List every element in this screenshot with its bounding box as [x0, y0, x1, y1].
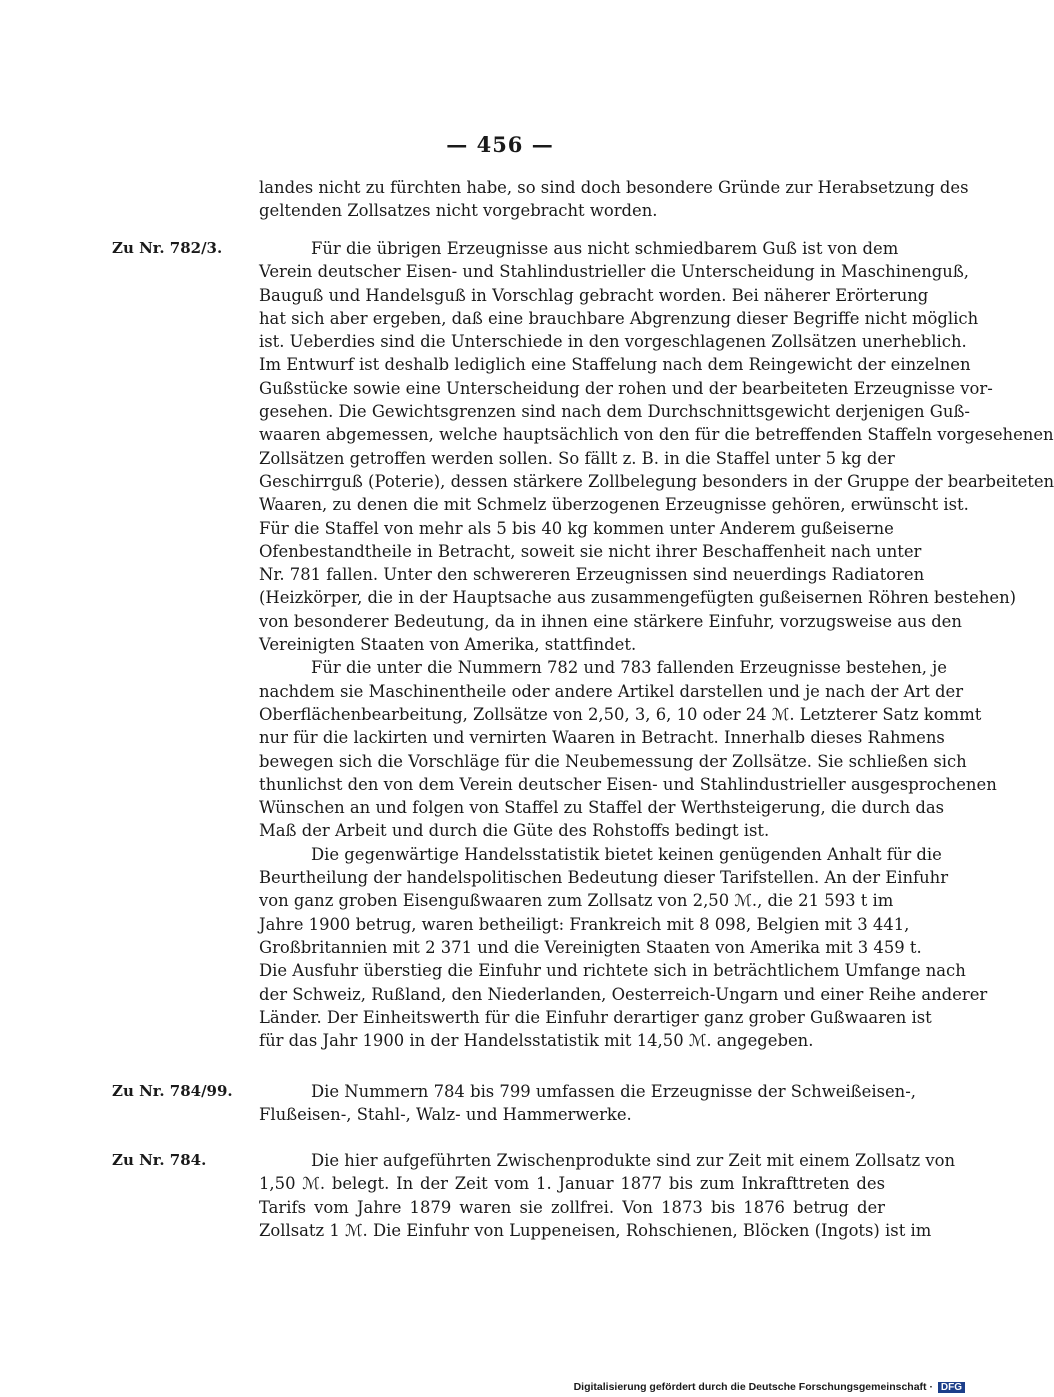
paragraph-lines [259, 176, 969, 223]
paragraph-lines [259, 237, 1054, 1052]
text-line: 1,50 ℳ. belegt. In der Zeit vom 1. Januar 1877 bis zum Inkrafttreten des [259, 1174, 885, 1194]
text-line: hat sich aber ergeben, daß eine brauchbare Abgrenzung dieser Begriffe nicht möglich [259, 308, 979, 328]
text-line: Für die Staffel von mehr als 5 bis 40 kg kommen unter Anderem gußeiserne [259, 518, 894, 538]
text-line: von besonderer Bedeutung, da in ihnen eine stärkere Einfuhr, vorzugsweise aus den [259, 611, 962, 631]
text-line: Ofenbestandtheile in Betracht, soweit sie nicht ihrer Beschaffenheit nach unter [259, 541, 922, 561]
text-line: Oberflächenbearbeitung, Zollsätze von 2,50, 3, 6, 10 oder 24 ℳ. Letzterer Satz kommt [259, 704, 982, 724]
paragraph-lines [259, 1080, 916, 1127]
dfg-logo: DFG [938, 1382, 965, 1393]
text-line: Die Ausfuhr überstieg die Einfuhr und richtete sich in beträchtlichem Umfange nach [259, 961, 966, 981]
text-line: nur für die lackirten und vernirten Waaren in Betracht. Innerhalb dieses Rahmens [259, 728, 945, 748]
page-number: — 456 — [446, 132, 554, 157]
text-line: Nr. 781 fallen. Unter den schwereren Erzeugnissen sind neuerdings Radiatoren [259, 565, 925, 585]
text-line: Bauguß und Handelsguß in Vorschlag gebracht worden. Bei näherer Erörterung [259, 285, 929, 305]
text-line: Wünschen an und folgen von Staffel zu Staffel der Werthsteigerung, die durch das [259, 798, 945, 818]
text-line: nachdem sie Maschinentheile oder andere Artikel darstellen und je nach der Art der [259, 681, 964, 701]
text-line: von ganz groben Eisengußwaaren zum Zollsatz von 2,50 ℳ., die 21 593 t im [259, 891, 894, 911]
text-line: Flußeisen-, Stahl-, Walz- und Hammerwerke. [259, 1105, 632, 1125]
margin-label: Zu Nr. 782/3. [112, 239, 223, 257]
digitization-credit [574, 1381, 965, 1393]
text-line: Vereinigten Staaten von Amerika, stattfindet. [259, 635, 637, 655]
text-line: landes nicht zu fürchten habe, so sind doch besondere Gründe zur Herabsetzung des [259, 178, 969, 197]
text-line: Länder. Der Einheitswerth für die Einfuhr derartiger ganz grober Gußwaaren ist [259, 1007, 932, 1027]
margin-label: Zu Nr. 784. [112, 1151, 207, 1169]
text-line: für das Jahr 1900 in der Handelsstatistik mit 14,50 ℳ. angegeben. [259, 1031, 814, 1051]
text-line: Tarifs vom Jahre 1879 waren sie zollfrei. Von 1873 bis 1876 betrug der [259, 1197, 885, 1217]
text-line: geltenden Zollsatzes nicht vorgebracht worden. [259, 201, 658, 221]
text-line: Waaren, zu denen die mit Schmelz überzogenen Erzeugnisse gehören, erwünscht ist. [259, 495, 969, 515]
text-line: Zollsatz 1 ℳ. Die Einfuhr von Luppeneisen, Rohschienen, Blöcken (Ingots) ist im [259, 1220, 932, 1240]
text-line: Gußstücke sowie eine Unterscheidung der rohen und der bearbeiteten Erzeugnisse vor- [259, 378, 993, 398]
text-line: Beurtheilung der handelspolitischen Bedeutung dieser Tarifstellen. An der Einfuhr [259, 868, 949, 888]
text-line: Jahre 1900 betrug, waren betheiligt: Frankreich mit 8 098, Belgien mit 3 441, [259, 914, 910, 934]
text-line: gesehen. Die Gewichtsgrenzen sind nach dem Durchschnittsgewicht derjenigen Guß- [259, 402, 970, 422]
text-line: bewegen sich die Vorschläge für die Neubemessung der Zollsätze. Sie schließen sich [259, 751, 967, 771]
text-line: der Schweiz, Rußland, den Niederlanden, Oesterreich-Ungarn und einer Reihe anderer [259, 984, 988, 1004]
text-line: Geschirrguß (Poterie), dessen stärkere Zollbelegung besonders in der Gruppe der bearbeiteten [259, 471, 1054, 491]
footer-text: Digitalisierung gefördert durch die Deutsche Forschungsgemeinschaft · [573, 1381, 933, 1393]
text-line: Für die übrigen Erzeugnisse aus nicht schmiedbarem Guß ist von dem [311, 239, 899, 258]
margin-label: Zu Nr. 784/99. [112, 1082, 233, 1100]
paragraph-lines [259, 1149, 956, 1242]
text-line: thunlichst den von dem Verein deutscher Eisen- und Stahlindustrieller ausgesprochenen [259, 774, 997, 794]
text-line: ist. Ueberdies sind die Unterschiede in den vorgeschlagenen Zollsätzen unerheblich. [259, 332, 967, 352]
text-line: Maß der Arbeit und durch die Güte des Rohstoffs bedingt ist. [259, 821, 770, 841]
text-line: Großbritannien mit 2 371 und die Vereinigten Staaten von Amerika mit 3 459 t. [259, 937, 922, 957]
text-line: Verein deutscher Eisen- und Stahlindustrieller die Unterscheidung in Maschinenguß, [259, 262, 969, 282]
text-line: Die gegenwärtige Handelsstatistik bietet keinen genügenden Anhalt für die [311, 844, 942, 864]
text-line: Für die unter die Nummern 782 und 783 fallenden Erzeugnisse bestehen, je [311, 658, 947, 678]
text-line: Die hier aufgeführten Zwischenprodukte sind zur Zeit mit einem Zollsatz von [311, 1151, 956, 1170]
text-line: Im Entwurf ist deshalb lediglich eine Staffelung nach dem Reingewicht der einzelnen [259, 355, 971, 375]
text-line: waaren abgemessen, welche hauptsächlich von den für die betreffenden Staffeln vorgesehenen [259, 425, 1054, 445]
text-line: Zollsätzen getroffen werden sollen. So fällt z. B. in die Staffel unter 5 kg der [259, 448, 895, 468]
text-line: Die Nummern 784 bis 799 umfassen die Erzeugnisse der Schweißeisen-, [311, 1082, 916, 1101]
text-line: (Heizkörper, die in der Hauptsache aus zusammengefügten gußeisernen Röhren bestehen) [259, 588, 1017, 608]
